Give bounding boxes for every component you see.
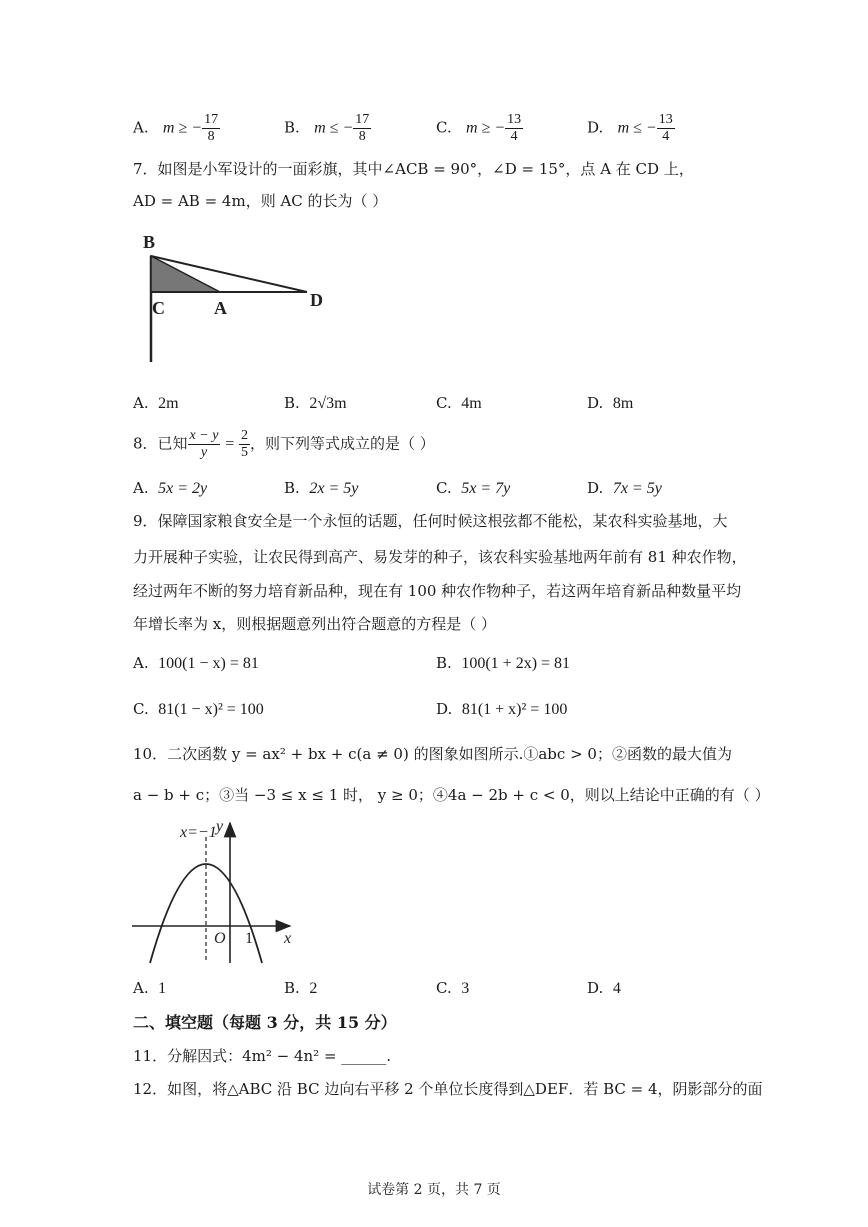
option-text: 3	[461, 980, 470, 997]
fraction-numerator: 17	[355, 112, 370, 127]
option-label: D.	[587, 979, 604, 997]
option-fraction	[657, 112, 675, 145]
option-text: 2	[309, 980, 318, 997]
fraction-denominator: 4	[510, 129, 518, 144]
option-text: 100(1 − x) = 81	[158, 655, 259, 672]
option-label: B.	[284, 479, 300, 497]
option-label: A.	[133, 118, 149, 137]
q8-rhs-fraction	[239, 428, 250, 461]
option-label: B.	[436, 654, 452, 672]
q10-parabola-figure	[128, 815, 303, 967]
option-label: D.	[587, 479, 604, 497]
label-c: C	[152, 298, 165, 318]
q8-option-d	[587, 477, 662, 500]
option-label: A.	[133, 479, 149, 497]
shaded-triangle-abc	[151, 256, 220, 292]
q7-stem-line2: AD = AB = 4m，则 AC 的长为（ ）	[133, 192, 388, 210]
option-text: 2√3m	[309, 395, 347, 412]
option-math: m ≥ −	[466, 119, 506, 137]
q9-option-d	[436, 698, 567, 721]
option-label: D.	[587, 118, 604, 137]
option-text: 5x = 7y	[461, 480, 511, 497]
q10-stem-line2: a − b + c；③当 −3 ≤ x ≤ 1 时， y ≥ 0；④4a − 2b + c < 0，则以上结论中正确的有（ ）	[133, 786, 770, 804]
q8-option-c	[436, 477, 510, 500]
q8-lhs-fraction	[188, 428, 221, 461]
origin-label: O	[214, 930, 226, 947]
option-label: A.	[133, 654, 149, 672]
q8-option-a	[133, 477, 207, 500]
fraction-denominator: 8	[358, 129, 366, 144]
option-math: m ≥ −	[162, 119, 203, 137]
option-text: 1	[158, 980, 167, 997]
q6-option-c	[436, 112, 523, 145]
y-axis-label: y	[216, 818, 224, 835]
q6-option-a	[133, 112, 220, 145]
tick-label-one: 1	[245, 930, 253, 947]
q7-option-c	[436, 392, 482, 415]
q12-stem: 12．如图，将△ABC 沿 BC 边向右平移 2 个单位长度得到△DEF．若 BC = 4，阴影部分的面	[133, 1080, 763, 1098]
option-label: A.	[133, 394, 149, 412]
fraction-denominator: 5	[241, 445, 249, 460]
fraction-denominator: y	[200, 445, 208, 460]
option-text: 2x = 5y	[309, 480, 359, 497]
equals-sign: =	[225, 435, 235, 453]
option-text: 2m	[158, 395, 179, 412]
option-label: D.	[436, 700, 453, 718]
page-footer: 试卷第 2 页，共 7 页	[367, 1182, 501, 1198]
q9-stem-line3: 经过两年不断的努力培育新品种，现在有 100 种农作物种子，若这两年培育新品种数量平均	[133, 582, 742, 600]
q10-option-a	[133, 977, 166, 1000]
option-label: D.	[587, 394, 604, 412]
option-fraction	[353, 112, 371, 145]
fraction-numerator: 17	[204, 112, 219, 127]
q9-option-b	[436, 652, 570, 675]
fraction-numerator: 13	[658, 112, 673, 127]
label-d: D	[310, 290, 323, 310]
fraction-denominator: 8	[207, 129, 215, 144]
q8-suffix: ，则下列等式成立的是（ ）	[250, 434, 435, 453]
option-math: m ≤ −	[617, 119, 657, 137]
q9-stem-line4: 年增长率为 x，则根据题意列出符合题意的方程是（ ）	[133, 615, 496, 633]
q9-option-c	[133, 698, 264, 721]
q10-option-c	[436, 977, 469, 1000]
option-text: 81(1 − x)² = 100	[158, 701, 264, 718]
option-text: 7x = 5y	[612, 480, 662, 497]
q8-stem	[133, 428, 435, 461]
option-text: 100(1 + 2x) = 81	[461, 655, 571, 672]
q6-option-b	[284, 112, 371, 145]
x-axis-label: x	[284, 930, 292, 947]
fraction-numerator: 13	[507, 112, 522, 127]
option-label: C.	[436, 979, 452, 997]
option-label: A.	[133, 979, 149, 997]
q7-stem-line1: 7．如图是小军设计的一面彩旗，其中∠ACB = 90°，∠D = 15°，点 A 在 CD 上，	[133, 160, 694, 178]
fraction-numerator: x − y	[189, 428, 219, 443]
option-label: B.	[284, 118, 300, 137]
option-text: 8m	[612, 395, 634, 412]
option-text: 4	[612, 980, 621, 997]
q7-option-b	[284, 392, 347, 415]
q11-stem: 11．分解因式：4m² − 4n² = ______.	[133, 1047, 392, 1065]
q9-stem-line2: 力开展种子实验，让农民得到高产、易发芽的种子，该农科实验基地两年前有 81 种农作物，	[133, 548, 747, 566]
q7-option-d	[587, 392, 633, 415]
fraction-denominator: 4	[662, 129, 670, 144]
q6-option-d	[587, 112, 675, 145]
q10-option-b	[284, 977, 317, 1000]
label-a: A	[214, 298, 227, 318]
option-label: C.	[133, 700, 149, 718]
option-text: 4m	[461, 395, 482, 412]
q8-option-b	[284, 477, 358, 500]
option-text: 5x = 2y	[158, 480, 208, 497]
option-math: m ≤ −	[314, 119, 354, 137]
option-label: C.	[436, 479, 452, 497]
q8-prefix: 8．已知	[133, 434, 188, 453]
option-fraction	[505, 112, 523, 145]
parabola-curve	[150, 864, 262, 963]
option-label: B.	[284, 394, 300, 412]
option-label: C.	[436, 118, 452, 137]
q10-option-d	[587, 977, 621, 1000]
q10-stem-line1: 10．二次函数 y = ax² + bx + c(a ≠ 0) 的图象如图所示.①abc > 0；②函数的最大值为	[133, 745, 732, 763]
option-fraction	[202, 112, 220, 145]
section-heading: 二、填空题（每题 3 分，共 15 分）	[133, 1013, 397, 1032]
q7-option-a	[133, 392, 179, 415]
q9-option-a	[133, 652, 259, 675]
q7-flag-figure	[140, 230, 340, 365]
option-label: B.	[284, 979, 300, 997]
option-label: C.	[436, 394, 452, 412]
symmetry-label: x=−1	[180, 824, 217, 841]
fraction-numerator: 2	[241, 428, 249, 443]
label-b: B	[143, 232, 156, 252]
q9-stem-line1: 9．保障国家粮食安全是一个永恒的话题，任何时候这根弦都不能松，某农科实验基地，大	[133, 512, 728, 530]
option-text: 81(1 + x)² = 100	[461, 701, 568, 718]
